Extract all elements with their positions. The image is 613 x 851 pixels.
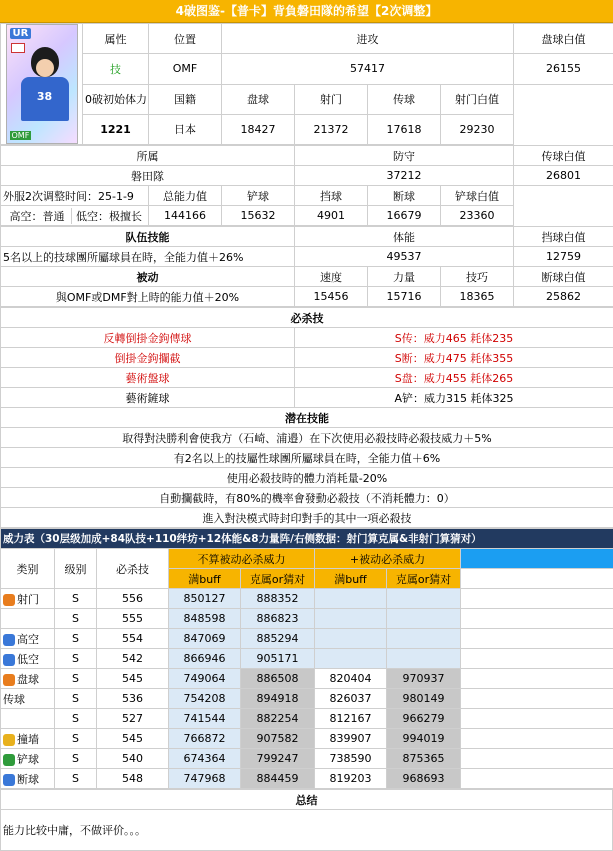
cell-sk: 527 [97, 709, 169, 729]
aerial-low: 低空：极擅长 [72, 208, 146, 224]
cell-sk: 545 [97, 729, 169, 749]
label-intercept: 断球 [368, 186, 441, 206]
value-attr: 技 [83, 54, 149, 84]
cell-b: 905171 [241, 649, 315, 669]
cell-b: 799247 [241, 749, 315, 769]
cell-sk: 545 [97, 669, 169, 689]
cell-a: 766872 [169, 729, 241, 749]
cell-lv: S [55, 609, 97, 629]
rarity-badge: UR [10, 28, 32, 39]
cell-a: 866946 [169, 649, 241, 669]
row-category [1, 669, 55, 689]
col-header-passive: +被动必杀威力 [315, 549, 461, 569]
passive-header: 被动 [1, 267, 295, 287]
cell-d [387, 609, 461, 629]
value-stamina: 1221 [83, 114, 149, 144]
label-block: 挡球 [295, 186, 368, 206]
info-table-2 [0, 145, 613, 226]
cell-lv: S [55, 729, 97, 749]
category-icon [3, 754, 15, 766]
category-icon [3, 734, 15, 746]
col-header-full: 满buff [169, 569, 241, 589]
team-skill-header: 队伍技能 [1, 227, 295, 247]
card-portrait [6, 24, 78, 144]
empty-cell [461, 569, 613, 589]
cell-sk: 548 [97, 769, 169, 789]
special-name: 倒掛金鉤攔截 [1, 348, 295, 368]
col-header-cat: 类别 [1, 549, 55, 589]
cell-b: 894918 [241, 689, 315, 709]
latent-item: 有2名以上的技屬性球團所屬球員在時，全能力值＋6% [1, 448, 613, 468]
empty-cell [461, 749, 613, 769]
cell-d: 966279 [387, 709, 461, 729]
category-label: 铲球 [17, 753, 39, 766]
empty-cell [461, 689, 613, 709]
cell-lv: S [55, 689, 97, 709]
value-intercept: 16679 [368, 206, 441, 226]
cell-d [387, 649, 461, 669]
value-tech: 18365 [441, 287, 514, 307]
cell-b: 907582 [241, 729, 315, 749]
cell-d: 970937 [387, 669, 461, 689]
cell-lv: S [55, 649, 97, 669]
value-team: 磐田隊 [1, 166, 295, 186]
table-row [1, 729, 613, 749]
label-shoot: 射门 [295, 84, 368, 114]
value-block-white: 12759 [514, 247, 613, 267]
empty-cell [461, 709, 613, 729]
label-block-white: 挡球白值 [514, 227, 613, 247]
table-row [1, 769, 613, 789]
cell-d [387, 589, 461, 609]
value-pos: OMF [149, 54, 222, 84]
special-name: 藝術鏟球 [1, 388, 295, 408]
cell-b: 884459 [241, 769, 315, 789]
table-row [1, 689, 613, 709]
cell-lv: S [55, 629, 97, 649]
col-header-level: 级别 [55, 549, 97, 589]
label-power: 力量 [368, 267, 441, 287]
cell-a: 674364 [169, 749, 241, 769]
cell-b: 886823 [241, 609, 315, 629]
player-shirt-number: 38 [21, 77, 69, 121]
cell-c: 812167 [315, 709, 387, 729]
label-attack: 进攻 [222, 24, 514, 54]
col-header-counter: 克属or猜对 [241, 569, 315, 589]
cell-d: 994019 [387, 729, 461, 749]
summary-text: 能力比较中庸，不做评价。。。 [1, 810, 613, 851]
value-shoot-white: 29230 [441, 114, 514, 144]
category-icon [3, 654, 15, 666]
value-dribble: 18427 [222, 114, 295, 144]
cell-d: 875365 [387, 749, 461, 769]
label-dribble-white: 盘球白值 [514, 24, 613, 54]
label-body: 体能 [295, 227, 514, 247]
row-category [1, 769, 55, 789]
cell-c: 820404 [315, 669, 387, 689]
value-pass-white: 26801 [514, 166, 613, 186]
power-table [0, 528, 613, 789]
category-label: 射门 [17, 593, 39, 606]
table-row [1, 589, 613, 609]
cell-c: 819203 [315, 769, 387, 789]
special-table [0, 307, 613, 528]
label-attr: 属性 [83, 24, 149, 54]
latent-item: 使用必殺技時的體力消耗量-20% [1, 468, 613, 488]
category-label: 传球 [3, 693, 25, 706]
value-nation: 日本 [149, 114, 222, 144]
latent-header: 潜在技能 [1, 408, 613, 428]
table-row [1, 669, 613, 689]
cell-c [315, 629, 387, 649]
cell-a: 847069 [169, 629, 241, 649]
label-pass-white: 传球白值 [514, 146, 613, 166]
cell-lv: S [55, 589, 97, 609]
cell-a: 741544 [169, 709, 241, 729]
category-icon [3, 594, 15, 606]
label-team: 所属 [1, 146, 295, 166]
value-defense: 37212 [295, 166, 514, 186]
passive-text: 與OMF或DMF對上時的能力值＋20% [1, 287, 295, 307]
latent-item: 進入對決模式時封印對手的其中一項必殺技 [1, 508, 613, 528]
cell-d: 968693 [387, 769, 461, 789]
cell-c: 839907 [315, 729, 387, 749]
info-table [0, 23, 613, 145]
table-row [1, 629, 613, 649]
cell-a: 848598 [169, 609, 241, 629]
cell-a: 749064 [169, 669, 241, 689]
empty-cell [461, 649, 613, 669]
label-stamina: 0破初始体力 [83, 84, 149, 114]
row-category [1, 729, 55, 749]
value-attack: 57417 [222, 54, 514, 84]
label-shoot-white: 射门白值 [441, 84, 514, 114]
category-label: 高空 [17, 633, 39, 646]
table-row [1, 749, 613, 769]
col-header-skill: 必杀技 [97, 549, 169, 589]
empty-cell [461, 669, 613, 689]
cell-lv: S [55, 709, 97, 729]
label-tackle: 铲球 [222, 186, 295, 206]
cell-b: 882254 [241, 709, 315, 729]
cell-lv: S [55, 669, 97, 689]
col-header-full-2: 满buff [315, 569, 387, 589]
cell-c [315, 609, 387, 629]
position-badge: OMF [10, 131, 32, 140]
row-category [1, 689, 55, 709]
flag-icon [11, 43, 25, 53]
special-desc: S断：威力475 耗体355 [295, 348, 613, 368]
value-pass: 17618 [368, 114, 441, 144]
cell-c [315, 589, 387, 609]
latent-item: 取得對決勝利會使我方（石崎、浦邉）在下次使用必殺技時必殺技威力＋5% [1, 428, 613, 448]
cell-c: 738590 [315, 749, 387, 769]
special-name: 反轉倒掛金鉤傳球 [1, 328, 295, 348]
value-tackle: 15632 [222, 206, 295, 226]
special-header: 必杀技 [1, 308, 613, 328]
row-category [1, 709, 55, 729]
label-defense: 防守 [295, 146, 514, 166]
row-category [1, 589, 55, 609]
cell-c: 826037 [315, 689, 387, 709]
category-icon [3, 674, 15, 686]
col-header-no-passive: 不算被动必杀威力 [169, 549, 315, 569]
label-tackle-white: 铲球白值 [441, 186, 514, 206]
value-intercept-white: 25862 [514, 287, 613, 307]
cell-b: 885294 [241, 629, 315, 649]
cell-a: 754208 [169, 689, 241, 709]
table-row [1, 709, 613, 729]
adjust-date: 外服2次调整时间：25-1-9 [1, 186, 149, 206]
category-icon [3, 634, 15, 646]
player-face [36, 59, 54, 77]
team-skill-text: 5名以上的技球團所屬球員在時，全能力值＋26% [1, 247, 295, 267]
cell-sk: 542 [97, 649, 169, 669]
cell-sk: 536 [97, 689, 169, 709]
row-category [1, 649, 55, 669]
value-total: 144166 [149, 206, 222, 226]
value-dribble-white: 26155 [514, 54, 613, 84]
label-pass: 传球 [368, 84, 441, 114]
label-total: 总能力值 [149, 186, 222, 206]
cell-c [315, 649, 387, 669]
cell-b: 888352 [241, 589, 315, 609]
value-tackle-white: 23360 [441, 206, 514, 226]
special-name: 藝術盤球 [1, 368, 295, 388]
table-row [1, 609, 613, 629]
empty-cell [461, 629, 613, 649]
special-desc: A铲：威力315 耗体325 [295, 388, 613, 408]
power-title: 威力表（30层级加成+84队技+110绊坊+12体能&8力量阵/右侧数据：射门算克属&非射门算猜对） [1, 529, 613, 549]
cell-a: 850127 [169, 589, 241, 609]
cell-lv: S [55, 769, 97, 789]
value-block: 4901 [295, 206, 368, 226]
label-tech: 技巧 [441, 267, 514, 287]
row-category [1, 609, 55, 629]
cell-sk: 556 [97, 589, 169, 609]
category-label: 盘球 [17, 673, 39, 686]
empty-cell [461, 729, 613, 749]
blue-header-bar [461, 549, 613, 569]
latent-item: 自動攔截時，有80%的機率會發動必殺技（不消耗體力：0） [1, 488, 613, 508]
value-power: 15716 [368, 287, 441, 307]
aerial-high: 高空：普通 [3, 208, 72, 224]
value-speed: 15456 [295, 287, 368, 307]
category-label: 断球 [17, 773, 39, 786]
card-portrait-cell [1, 24, 83, 145]
label-speed: 速度 [295, 267, 368, 287]
page-title: 4破图鉴-【普卡】背負磐田隊的希望【2次调整】 [0, 0, 613, 23]
empty-cell [461, 769, 613, 789]
cell-sk: 555 [97, 609, 169, 629]
empty-cell [461, 589, 613, 609]
cell-sk: 540 [97, 749, 169, 769]
power-body [1, 589, 613, 789]
category-label: 撞墙 [17, 733, 39, 746]
cell-d [387, 629, 461, 649]
category-icon [3, 774, 15, 786]
special-desc: S传：威力465 耗体235 [295, 328, 613, 348]
cell-sk: 554 [97, 629, 169, 649]
label-nation: 国籍 [149, 84, 222, 114]
label-pos: 位置 [149, 24, 222, 54]
category-label: 低空 [17, 653, 39, 666]
special-desc: S盘：威力455 耗体265 [295, 368, 613, 388]
empty-cell [461, 609, 613, 629]
cell-a: 747968 [169, 769, 241, 789]
cell-b: 886508 [241, 669, 315, 689]
col-header-counter-2: 克属or猜对 [387, 569, 461, 589]
label-dribble: 盘球 [222, 84, 295, 114]
cell-lv: S [55, 749, 97, 769]
value-body: 49537 [295, 247, 514, 267]
row-category [1, 629, 55, 649]
value-shoot: 21372 [295, 114, 368, 144]
label-intercept-white: 断球白值 [514, 267, 613, 287]
row-category [1, 749, 55, 769]
summary-header: 总结 [1, 790, 613, 810]
skills-table [0, 226, 613, 307]
cell-d: 980149 [387, 689, 461, 709]
summary-table [0, 789, 613, 851]
table-row [1, 649, 613, 669]
